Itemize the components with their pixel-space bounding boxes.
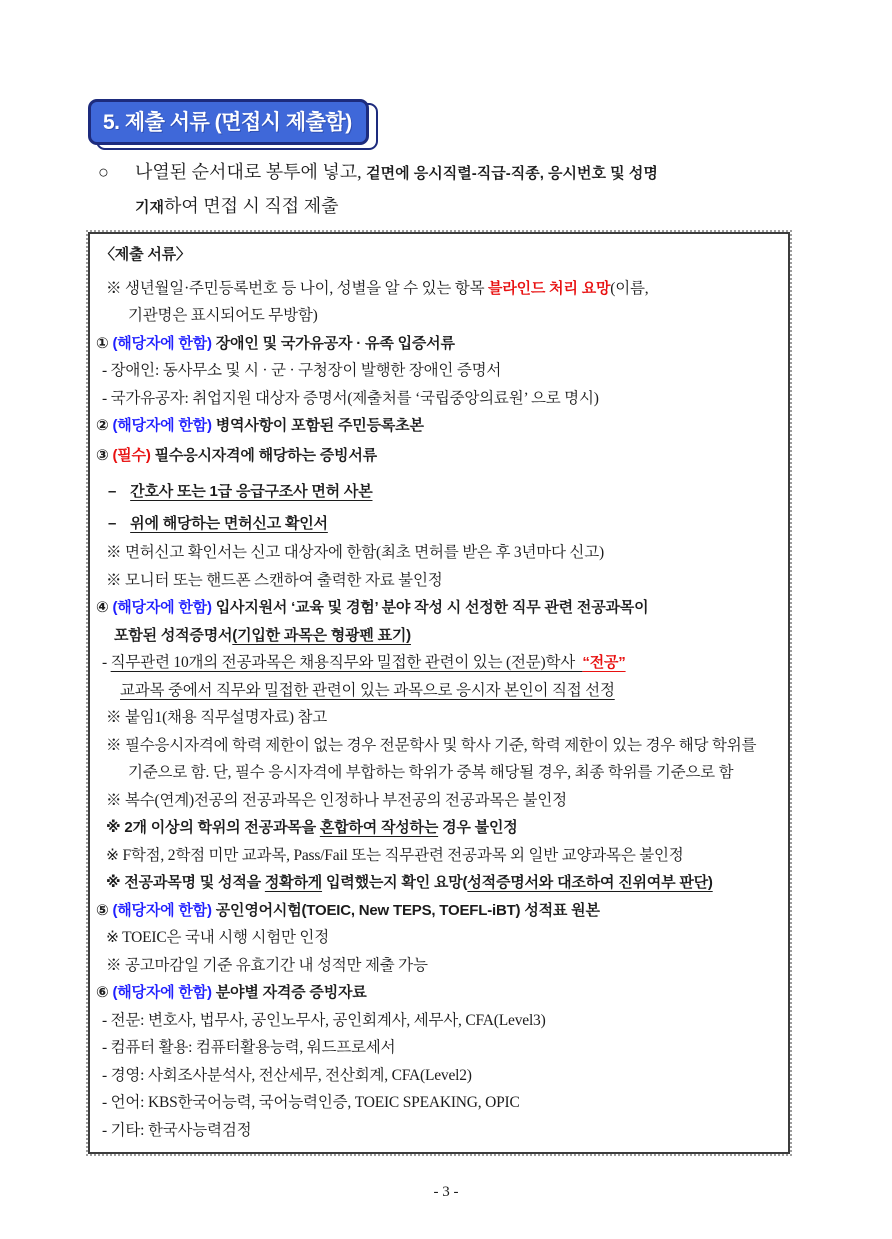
box-title: 〈제출 서류〉 <box>100 246 191 263</box>
item-4-sub-major-subjects <box>92 649 784 677</box>
item-6-sub-management <box>92 1062 784 1090</box>
text-segment-bold-underline: 성적증명서와 대조하여 진위여부 판단) <box>467 874 713 891</box>
text-segment: - 기타: 한국사능력검정 <box>102 1121 252 1139</box>
toeic-domestic-note <box>92 924 784 952</box>
item-5-english-test-score <box>92 897 784 925</box>
blind-processing-note-line <box>92 275 784 303</box>
intro-line-1 <box>98 156 838 190</box>
text-segment: - 전문: 변호사, 법무사, 공인노무사, 공인회계사, 세무사, CFA(Level3) <box>102 1011 546 1029</box>
text-segment: 기준으로 함. 단, 필수 응시자격에 부합하는 학위가 중복 해당될 경우, 최종 학위를 기준으로 함 <box>128 764 734 781</box>
applicable-only-label: (해당자에 한함) <box>112 417 212 434</box>
text-segment: ※ 생년월일·주민등록번호 등 나이, 성별을 알 수 있는 항목 <box>106 279 489 297</box>
text-segment-bold-underline: 위에 해당하는 면허신고 확인서 <box>130 514 328 532</box>
item-4-sub-major-subjects-cont <box>92 677 784 705</box>
page-number: - 3 - <box>433 1184 459 1200</box>
text-segment-bold: 포함된 성적증명서 <box>114 626 233 644</box>
text-segment: - 언어: KBS한국어능력, 국어능력인증, TOEIC SPEAKING, OPIC <box>102 1094 520 1111</box>
major-highlight: “전공” <box>582 654 626 671</box>
item-4-cont <box>92 622 784 650</box>
circle-bullet-icon: ○ <box>98 162 109 182</box>
text-segment-bold: 병역사항이 포함된 주민등록초본 <box>211 417 424 434</box>
submission-documents-box <box>88 232 790 1154</box>
text-segment: 하여 면접 시 직접 제출 <box>163 196 339 216</box>
text-segment: (이름, <box>610 279 649 297</box>
item-1-sub-veteran <box>92 385 784 413</box>
text-segment: ※ F학점, 2학점 미만 교과목, Pass/Fail 또는 직무관련 전공과목 외 일반 교양과목은 불인정 <box>106 846 684 864</box>
item-6-sub-etc <box>92 1117 784 1145</box>
dash-glyph: – <box>108 483 117 500</box>
item-number: ③ <box>96 446 113 464</box>
item-2-military-record <box>92 412 784 440</box>
text-segment: ※ TOEIC은 국내 시행 시험만 인정 <box>106 929 329 946</box>
applicable-only-label: (해당자에 한함) <box>112 901 212 919</box>
degree-standard-note-cont <box>92 759 784 787</box>
item-6-sub-professional <box>92 1007 784 1035</box>
item-1-disability-veteran-docs <box>92 330 784 358</box>
text-segment: ※ 면허신고 확인서는 신고 대상자에 한함(최초 면허를 받은 후 3년마다 신고) <box>106 544 604 561</box>
section-title: 5. 제출 서류 (면접시 제출함) <box>88 99 369 145</box>
text-segment-bold-underline: 간호사 또는 1급 응급구조사 면허 사본 <box>130 483 373 500</box>
grade-exclusion-note <box>92 842 784 870</box>
text-segment-bold: 입력했는지 확인 요망( <box>322 874 468 891</box>
text-segment-bold: ※ 2개 이상의 학위의 전공과목을 <box>106 819 320 836</box>
item-number: ④ <box>96 599 113 616</box>
dash-glyph: - <box>102 654 111 671</box>
text-segment-bold-underline: 정확하게 <box>264 874 323 891</box>
applicable-only-label: (해당자에 한함) <box>112 599 212 616</box>
text-segment-bold: 분야별 자격증 증빙자료 <box>211 984 367 1001</box>
text-segment-bold: 겉면에 응시직렬-직급-직종, 응시번호 및 성명 <box>366 165 658 182</box>
accuracy-check-note <box>92 869 784 897</box>
item-3-required-qualification-docs <box>92 442 784 470</box>
item-1-sub-disabled <box>92 357 784 385</box>
text-segment: ※ 복수(연계)전공의 전공과목은 인정하나 부전공의 전공과목은 불인정 <box>106 791 567 809</box>
text-segment: ※ 모니터 또는 핸드폰 스캔하여 출력한 자료 불인정 <box>106 571 443 589</box>
text-segment-bold: ※ 전공과목명 및 성적을 <box>106 874 265 891</box>
text-segment-bold: 입사지원서 ‘교육 및 경험’ 분야 작성 시 선정한 직무 관련 전공과목이 <box>211 599 649 616</box>
license-report-note <box>92 539 784 567</box>
text-segment: ※ 필수응시자격에 학력 제한이 없는 경우 전문학사 및 학사 기준, 학력 제한이 있는 경우 해당 학위를 <box>106 736 757 754</box>
text-segment-bold: 기재 <box>135 199 164 216</box>
item-number: ⑥ <box>96 984 113 1001</box>
box-title-line <box>92 240 784 269</box>
scan-print-note <box>92 567 784 595</box>
text-segment: ※ 붙임1(채용 직무설명자료) 참고 <box>106 709 328 726</box>
double-major-note <box>92 787 784 815</box>
item-6-sub-language <box>92 1089 784 1117</box>
item-4-transcript <box>92 594 784 622</box>
item-3-sub-license-report <box>92 510 784 538</box>
intro-text <box>135 156 658 190</box>
required-label: (필수) <box>112 446 151 464</box>
text-segment: - 경영: 사회조사분석사, 전산세무, 전산회계, CFA(Level2) <box>102 1066 472 1084</box>
text-segment-bold: 경우 불인정 <box>438 819 518 836</box>
degree-standard-note <box>92 732 784 760</box>
validity-period-note <box>92 952 784 980</box>
text-segment: - 장애인: 동사무소 및 시 · 군 · 구청장이 발행한 장애인 증명서 <box>102 362 502 379</box>
text-segment-bold: 필수응시자격에 해당하는 증빙서류 <box>150 446 377 464</box>
text-segment: - 컴퓨터 활용: 컴퓨터활용능력, 워드프로세서 <box>102 1039 396 1056</box>
attachment-1-note <box>92 704 784 732</box>
item-number: ② <box>96 417 113 434</box>
text-segment-underline: 교과목 중에서 직무와 밀접한 관련이 있는 과목으로 응시자 본인이 직접 선정 <box>120 681 615 699</box>
text-segment: ※ 공고마감일 기준 유효기간 내 성적만 제출 가능 <box>106 956 428 974</box>
item-6-certificates <box>92 979 784 1007</box>
item-3-sub-license-copy <box>92 478 784 506</box>
text-segment-bold: 공인영어시험(TOEIC, New TEPS, TOEFL-iBT) 성적표 원본 <box>211 901 600 919</box>
item-number: ⑤ <box>96 901 113 919</box>
text-segment: - 국가유공자: 취업지원 대상자 증명서(제출처를 ‘국립중앙의료원’ 으로 명시) <box>102 389 599 407</box>
intro-paragraph <box>98 156 838 224</box>
blind-processing-note-cont <box>92 302 784 330</box>
section-title-wrap <box>88 99 369 145</box>
applicable-only-label: (해당자에 한함) <box>112 334 212 352</box>
text-segment-underline: 직무관련 10개의 전공과목은 채용직무와 밀접한 관련이 있는 (전문)학사 <box>110 654 583 671</box>
intro-line-2 <box>135 190 838 224</box>
applicable-only-label: (해당자에 한함) <box>112 984 212 1001</box>
item-number: ① <box>96 334 113 352</box>
item-6-sub-computer <box>92 1034 784 1062</box>
text-segment-bold-underline: 혼합하여 작성하는 <box>319 819 439 836</box>
text-segment-bold: 장애인 및 국가유공자 · 유족 입증서류 <box>211 334 455 352</box>
highlighter-note-underline: (기입한 과목은 형광펜 표기) <box>232 626 411 644</box>
text-segment: 기관명은 표시되어도 무방함) <box>128 307 318 324</box>
dash-glyph: – <box>108 514 117 532</box>
blind-processing-highlight: 블라인드 처리 요망 <box>488 279 611 297</box>
text-segment: 나열된 순서대로 봉투에 넣고, <box>135 162 367 182</box>
mixed-degree-note <box>92 814 784 842</box>
